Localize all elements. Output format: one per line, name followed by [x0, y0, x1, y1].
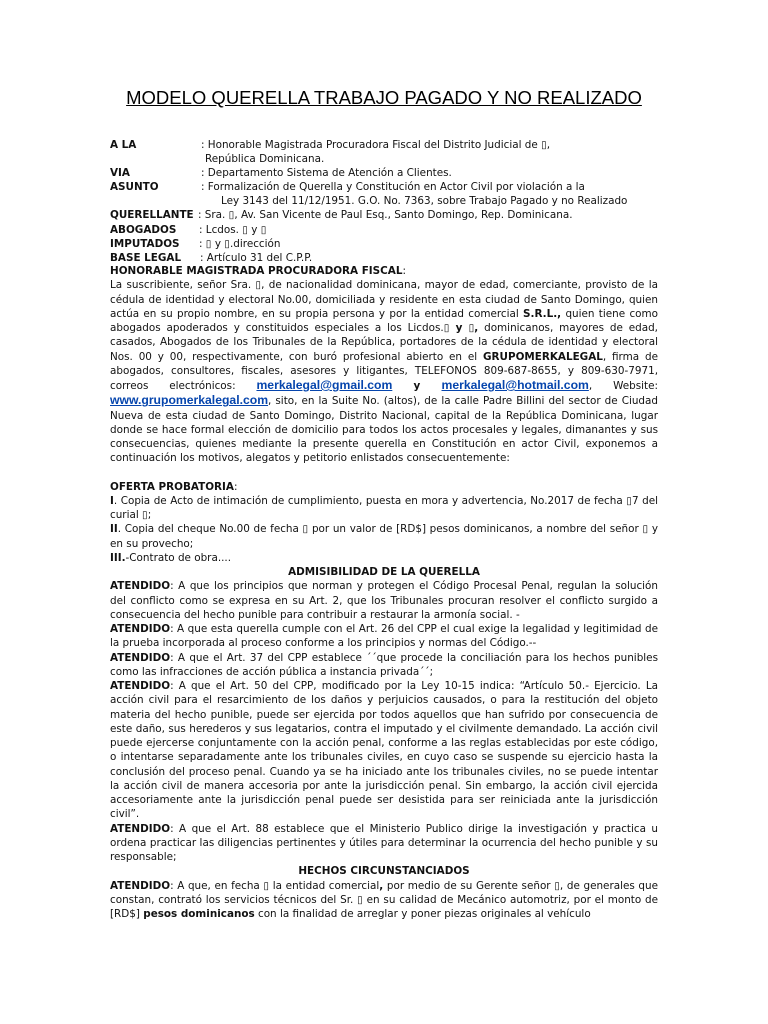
header-row-asunto	[110, 180, 670, 194]
atendido-label: ATENDIDO	[110, 879, 171, 892]
admisibilidad-heading: ADMISIBILIDAD DE LA QUERELLA	[288, 566, 480, 578]
header-row-imputados	[110, 237, 670, 251]
oferta-heading-text: OFERTA PROBATORIA	[110, 480, 234, 493]
email-link-gmail[interactable]: merkalegal@gmail.com	[256, 378, 393, 392]
spacer	[110, 466, 658, 480]
a-la-continuation: República Dominicana.	[205, 153, 325, 166]
asunto-value: : Formalización de Querella y Constitución en Actor Civil por violación a la	[201, 181, 585, 194]
oferta-heading	[110, 480, 658, 494]
querellante-value: : Sra. ▯, Av. San Vicente de Paul Esq., Santo Domingo, Rep. Dominicana.	[198, 209, 573, 222]
oferta-i-text: . Copia de Acto de intimación de cumplimiento, puesta en mora y advertencia, No.2017 de fecha ▯7 del curial ▯;	[110, 494, 658, 521]
a-la-label: A LA	[110, 139, 137, 151]
email-link-hotmail[interactable]: merkalegal@hotmail.com	[441, 378, 589, 392]
atendido-3-text: : A que el Art. 37 del CPP establece ´´que procede la conciliación para los hechos punibles como las infracciones de acción pública a instancia privada´´;	[110, 651, 658, 678]
header-row-a-la-cont	[110, 152, 670, 166]
oferta-item-iii	[110, 551, 658, 565]
atendido-2-text: : A que esta querella cumple con el Art. 26 del CPP el cual exige la legalidad y legitimidad de la prueba incorporada al proceso conforme a los principios y normas del Código.--	[110, 623, 658, 650]
header-row-querellante	[110, 208, 670, 222]
hechos-text-2: por medio de su Gerente señor ▯, de generales que constan, contrató los servicios técnicos del Sr. ▯ en su calidad de Mecánico automotriz, por el monto de [RD$]	[110, 879, 658, 920]
intro-text-3: dominicanos, mayores de edad, casados, Abogados de los Tribunales de la República, portadores de la cédula de identidad y electoral Nos. 00 y 00, respectivamente, con buró profesional abierto en el	[110, 322, 658, 363]
oferta-iii-text: -Contrato de obra....	[125, 551, 232, 564]
hechos-text-3: con la finalidad de arreglar y poner piezas originales al vehículo	[254, 908, 591, 920]
oferta-ii-text: . Copia del cheque No.00 de fecha ▯ por un valor de [RD$] pesos dominicanos, a nombre del señor ▯ y en su provecho;	[110, 523, 658, 550]
header-row-a-la	[110, 138, 670, 152]
document-title: MODELO QUERELLA TRABAJO PAGADO Y NO REALIZADO	[126, 87, 642, 108]
atendido-label: ATENDIDO	[110, 651, 171, 664]
via-label: VIA	[110, 167, 130, 180]
intro-text-1: La suscribiente, señor Sra. ▯, de nacionalidad dominicana, mayor de edad, comerciante, provisto de la cédula de identidad y electoral No.00, domiciliada y residente en esta ciudad de Santo Domingo, quien actúa en su propio nombre, en su propia persona y por la entidad comercial	[110, 279, 658, 320]
website-link[interactable]: www.grupomerkalegal.com	[110, 393, 269, 408]
header-row-abogados	[110, 223, 670, 237]
oferta-item-ii	[110, 522, 658, 551]
srl-text: S.R.L.,	[523, 307, 562, 320]
intro-paragraph	[110, 278, 658, 465]
asunto-continuation: Ley 3143 del 11/12/1951. G.O. No. 7363, sobre Trabajo Pagado y no Realizado	[221, 195, 628, 208]
asunto-label: ASUNTO	[110, 181, 159, 194]
imputados-value: : ▯ y ▯.dirección	[199, 237, 281, 250]
atendido-label: ATENDIDO	[110, 580, 171, 593]
salutation-colon: :	[402, 265, 406, 277]
atendido-label: ATENDIDO	[110, 623, 171, 635]
oferta-iii-label: III.	[110, 551, 126, 564]
atendido-4	[110, 679, 658, 822]
hechos-heading: HECHOS CIRCUNSTANCIADOS	[298, 865, 470, 878]
lawyer-names: ▯ y ▯,	[443, 322, 479, 334]
atendido-5-text: : A que el Art. 88 establece que el Ministerio Publico dirige la investigación y practica u ordena practicar las diligencias pertinentes y útiles para determinar la ocurrencia del hecho punible y su responsable;	[110, 822, 658, 863]
document-body	[110, 264, 658, 921]
atendido-4-text: : A que el Art. 50 del CPP, modificado por la Ley 10-15 indica: “Artículo 50.- Ejercicio. La acción civil para el resarcimiento de los daños y perjuicios causados, o para la restitución del objeto materia del hecho punible, puede ser ejercida por todos aquellos que han sufrido por consecuencia de este daño, sus herederos y sus legatarios, contra el imputado y el civilmente demandado. La acción civil puede ejercerse conjuntamente con la acción penal, conforme a las reglas establecidas por este código, o intentarse separadamente ante los tribunales civiles, en cuyo caso se suspende su ejercicio hasta la conclusión del proceso penal. Cuando ya se ha iniciado ante los tribunales civiles, no se puede intentar la acción civil de manera accesoria por ante la jurisdicción penal. Sin embargo, la acción civil ejercida accesoriamente ante la jurisdicción penal puede ser desistida para ser reiniciada ante la jurisdicción civil”.	[110, 680, 658, 821]
a-la-value: : Honorable Magistrada Procuradora Fiscal del Distrito Judicial de ▯,	[201, 139, 551, 151]
oferta-item-i	[110, 494, 658, 523]
abogados-value: : Lcdos. ▯ y ▯	[199, 223, 267, 236]
atendido-label: ATENDIDO	[110, 680, 171, 692]
intro-text-4: , firma de abogados, consultores, fiscales, asesores y litigantes, TELEFONOS 809-687-8655, y 809-630-7971, correos electrónicos:	[110, 350, 658, 392]
base-legal-label: BASE LEGAL	[110, 251, 182, 264]
header-row-asunto-cont	[110, 194, 670, 208]
oferta-i-label: I	[110, 494, 114, 507]
header-row-base-legal	[110, 251, 670, 265]
base-legal-value: : Artículo 31 del C.P.P.	[200, 251, 313, 264]
atendido-3	[110, 651, 658, 680]
querellante-label: QUERELLANTE	[110, 209, 194, 222]
firm-name: GRUPOMERKALEGAL	[483, 350, 603, 363]
salutation-text: HONORABLE MAGISTRADA PROCURADORA FISCAL	[110, 265, 403, 277]
oferta-ii-label: II	[110, 523, 118, 536]
pesos-dominicanos: pesos dominicanos	[143, 908, 255, 920]
atendido-1	[110, 579, 658, 622]
hechos-comma: ,	[379, 879, 384, 892]
atendido-2	[110, 622, 658, 651]
abogados-label: ABOGADOS	[110, 223, 177, 236]
header-block	[110, 138, 670, 265]
via-value: : Departamento Sistema de Atención a Clientes.	[201, 167, 452, 180]
header-row-via	[110, 166, 670, 180]
imputados-label: IMPUTADOS	[110, 237, 180, 250]
intro-text-5: , Website:	[588, 380, 658, 392]
hechos-text-1: : A que, en fecha ▯ la entidad comercial	[170, 879, 380, 892]
intro-text-2: quien tiene como abogados apoderados y constituidos especiales a los Licdos.	[110, 307, 658, 334]
email-conjunction: y	[392, 380, 442, 392]
atendido-1-text: : A que los principios que norman y protegen el Código Procesal Penal, regulan la solución del conflicto como se expresa en su Art. 2, que los Tribunales procuran resolver el conflicto surgido a consecuencia del hecho punible para contribuir a restaurar la armonía social. -	[110, 580, 658, 621]
hechos-atendido-1	[110, 879, 658, 922]
salutation	[110, 264, 658, 278]
atendido-label: ATENDIDO	[110, 822, 171, 835]
atendido-5	[110, 822, 658, 865]
oferta-heading-colon: :	[233, 480, 238, 493]
intro-text-6: , sito, en la Suite No. (altos), de la calle Padre Billini del sector de Ciudad Nueva de esta ciudad de Santo Domingo, Distrito Nacional, capital de la República Dominicana, lugar donde se hace formal elección de domicilio para todos los actos procesales y legales, dimanantes y sus consecuencias, quienes mediante la presente querella en Constitución en actor Civil, exponemos a continuación los motivos, alegatos y petitorio enlistados consecuentemente:	[110, 395, 658, 465]
